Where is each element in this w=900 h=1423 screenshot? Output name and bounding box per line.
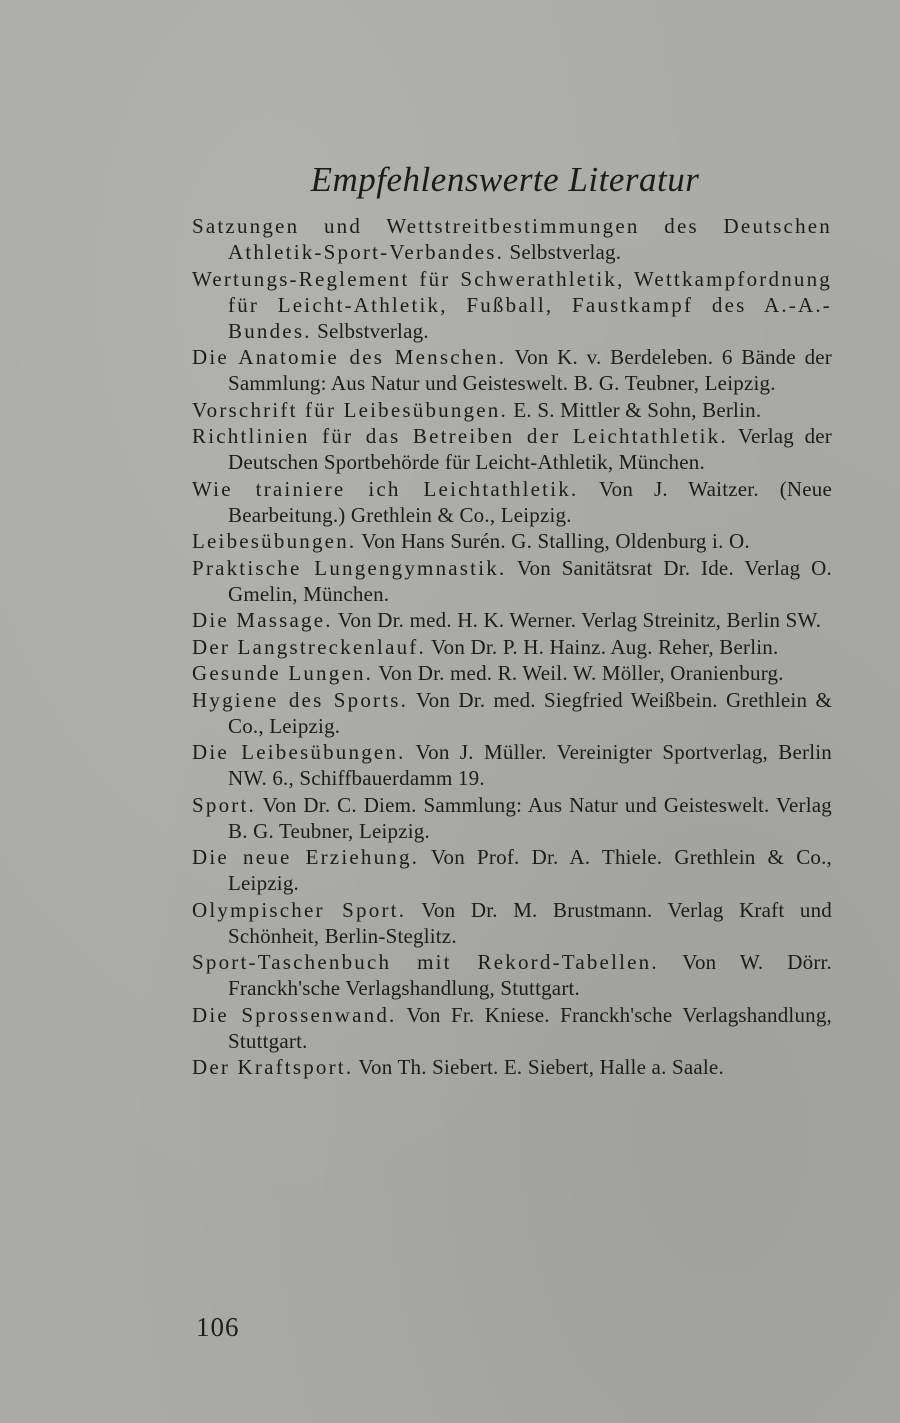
entry-title: Die Anatomie des Menschen. [192, 345, 507, 369]
entry-title: Der Langstreckenlauf. [192, 634, 426, 659]
list-item [192, 607, 832, 634]
entry-details: Von Fr. Kniese. Franckh'sche Verlagshandlung, Stuttgart. [228, 1002, 833, 1053]
entry-details: Von Dr. med. H. K. Werner. Verlag Streinitz, Berlin SW. [332, 608, 822, 632]
entry-details: Von Hans Surén. G. Stalling, Oldenburg i. O. [356, 529, 750, 553]
list-item [192, 687, 832, 740]
list-item [192, 397, 832, 424]
list-item [192, 844, 832, 897]
entry-details: Von Dr. M. Brustmann. Verlag Kraft und Schönheit, Berlin-Steglitz. [228, 897, 832, 948]
entry-title: Vorschrift für Leibesübungen. [192, 397, 508, 422]
entry-title: Gesunde Lungen. [192, 661, 374, 685]
entry-details: Von K. v. Berdeleben. 6 Bände der Sammlung: Aus Natur und Geisteswelt. B. G. Teubner, Leipzig. [228, 345, 832, 395]
entry-details: Von Dr. med. R. Weil. W. Möller, Oranienburg. [373, 661, 784, 685]
list-item [192, 423, 832, 476]
list-item [192, 949, 832, 1002]
entry-title: Sport-Taschenbuch mit Rekord-Tabellen. [192, 950, 659, 974]
entry-title: Sport. [192, 792, 256, 817]
list-item [192, 528, 832, 555]
page-title: Empfehlenswerte Literatur [310, 160, 700, 199]
list-item [192, 266, 832, 345]
entry-title: Leibesübungen. [192, 529, 357, 553]
list-item [192, 792, 832, 845]
page-number: 106 [196, 1312, 240, 1342]
list-item [192, 476, 832, 529]
entry-title: Die neue Erziehung. [192, 845, 420, 869]
list-item [192, 739, 832, 792]
entry-title: Wertungs-Reglement für Schwerathletik, Wettkampfordnung für Leicht-Athletik, Fußball, Faustkampf des A.-A.-Bundes. [192, 266, 832, 343]
list-item [192, 344, 832, 397]
entry-title: Der Kraftsport. [192, 1055, 354, 1079]
entry-title: Hygiene des Sports. [192, 687, 409, 712]
list-item [192, 213, 832, 266]
list-item [192, 555, 832, 608]
entry-details: Von Prof. Dr. A. Thiele. Grethlein & Co., Leipzig. [228, 845, 832, 895]
list-item [192, 1054, 832, 1081]
entry-details: Von Dr. P. H. Hainz. Aug. Reher, Berlin. [425, 634, 779, 659]
entry-details: Von Sanitätsrat Dr. Ide. Verlag O. Gmelin, München. [228, 555, 832, 606]
entry-title: Olympischer Sport. [192, 897, 407, 922]
entry-details: Von Dr. C. Diem. Sammlung: Aus Natur und Geisteswelt. Verlag B. G. Teubner, Leipzig. [228, 792, 832, 843]
entry-title: Die Leibesübungen. [192, 740, 406, 764]
list-item [192, 1002, 832, 1055]
entry-details: Von J. Müller. Vereinigter Sportverlag, Berlin NW. 6., Schiffbauerdamm 19. [228, 740, 832, 790]
entry-details: Von Th. Siebert. E. Siebert, Halle a. Saale. [353, 1055, 724, 1079]
entry-details: Selbstverlag. [504, 240, 622, 264]
entry-details: Verlag der Deutschen Sportbehörde für Leicht-Athletik, München. [228, 424, 832, 474]
entry-title: Praktische Lungengymnastik. [192, 555, 507, 580]
entry-details: Von W. Dörr. Franckh'sche Verlagshandlung, Stuttgart. [228, 950, 832, 1000]
list-item [192, 660, 832, 687]
entry-details: Von Dr. med. Siegfried Weißbein. Grethlein & Co., Leipzig. [228, 687, 832, 738]
entry-title: Wie trainiere ich Leichtathletik. [192, 476, 579, 501]
entry-details: Von J. Waitzer. (Neue Bearbeitung.) Grethlein & Co., Leipzig. [228, 476, 832, 527]
entry-title: Die Massage. [192, 608, 333, 632]
entry-details: E. S. Mittler & Sohn, Berlin. [507, 397, 762, 422]
list-item [192, 634, 832, 661]
entry-details: Selbstverlag. [311, 318, 429, 343]
entry-title: Richtlinien für das Betreiben der Leichtathletik. [192, 424, 728, 448]
entry-title: Die Sprossenwand. [192, 1002, 397, 1027]
list-item [192, 897, 832, 950]
entry-title: Satzungen und Wettstreitbestimmungen des Deutschen Athletik-Sport-Verbandes. [192, 214, 832, 264]
literature-list [192, 213, 832, 1081]
